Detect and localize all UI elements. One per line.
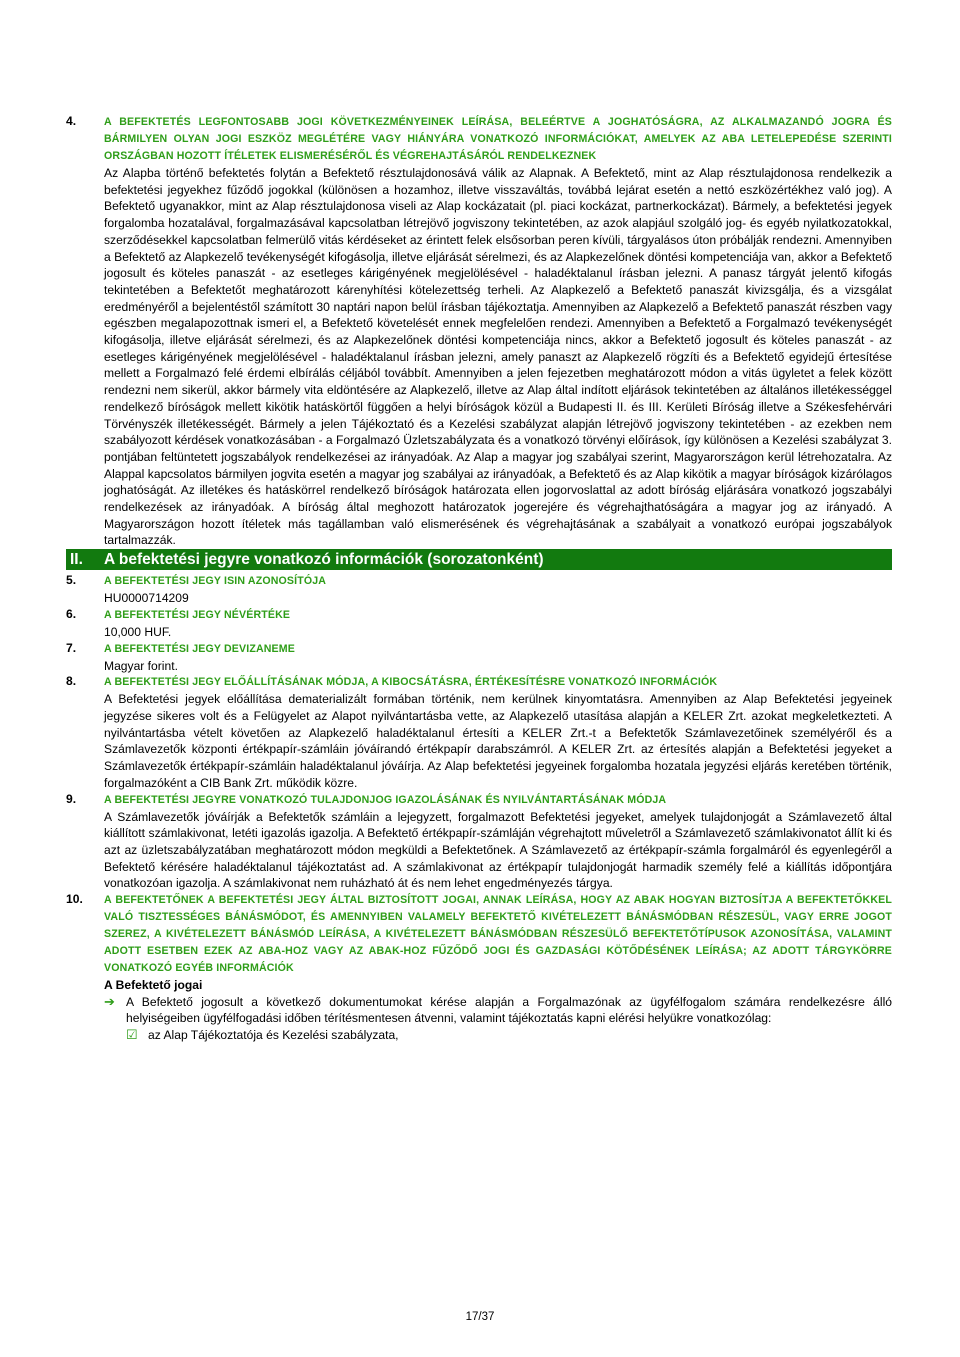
rights-bullet xyxy=(104,994,892,1027)
page-content xyxy=(66,114,892,1044)
item-heading: A BEFEKTETÉS LEGFONTOSABB JOGI KÖVETKEZMÉNYEINEK LEÍRÁSA, BELEÉRTVE A JOGHATÓSÁGRA, AZ ALKALMAZANDÓ JOGRA ÉS BÁRMILYEN OLYAN JOGI ESZKÖZ MEGLÉTÉRE VAGY HIÁNYÁRA VONATKOZÓ INFORMÁCIÓKAT, AMELYEK AZ ABA LETELEPEDÉSE SZERINTI ORSZÁGBAN HOZOTT ÍTÉLETEK ELISMERÉSÉRŐL ÉS VÉGREHAJTÁSÁRÓL RENDELKEZNEK xyxy=(104,116,892,162)
document-check-item xyxy=(104,1027,892,1044)
bullet-text: A Befektető jogosult a következő dokumentumokat kérése alapján a Forgalmazónak az ügyfélfogalom számára rendelkezésre álló helyiségeiben ügyfélfogadási időben térítésmentesen átvenni, valamint tájékoztatás kapni elérési helyükre vonatkozólag: xyxy=(126,994,892,1026)
section-item-7 xyxy=(66,641,892,675)
item-number: 9. xyxy=(66,791,77,806)
arrow-right-icon: ➔ xyxy=(104,993,115,1009)
check-item-text: az Alap Tájékoztatója és Kezelési szabályzata, xyxy=(148,1028,399,1043)
item-heading: A BEFEKTETÉSI JEGY DEVIZANEME xyxy=(104,642,295,655)
item-heading: A BEFEKTETÉSI JEGY ELŐÁLLÍTÁSÁNAK MÓDJA, A KIBOCSÁTÁSRA, ÉRTÉKESÍTÉSRE VONATKOZÓ INFORMÁCIÓK xyxy=(104,676,718,689)
item-value: HU0000714209 xyxy=(104,591,189,606)
item-number: 7. xyxy=(66,640,77,655)
item-heading: A BEFEKTETÉSI JEGYRE VONATKOZÓ TULAJDONJOG IGAZOLÁSÁNAK ÉS NYILVÁNTARTÁSÁNAK MÓDJA xyxy=(104,793,667,806)
item-number: 8. xyxy=(66,674,77,689)
item-number: 6. xyxy=(66,606,77,621)
item-body: A Befektetési jegyek előállítása dematerializált formában történik, nem kerülnek kinyomtatásra. Amennyiben az Alap Befektetési jegyeinek jegyzése sikeres volt és a Felügyelet az Alapot nyilvántartásba vette, az Alapkezelő utasítása alapján a KELER Zrt. azokat megkeletkezteti. A nyilvántartásba vételt követően az Alapkezelő haladéktalanul értesíti a KELER Zrt.-t a Befektetők Számlavezetőinek személyéről és a Számlavezetők központi értékpapír-számláin jóváírandó értékpapír darabszámról. A KELER Zrt. az értesítés alapján a Befektetési jegyeket a Számlavezetők értékpapír-számláin haladéktalanul jóváírja. Az Alap befektetési jegyeinek forgalomba hozatala jegyzési eljárás keretében történik, forgalmazóként a CIB Bank Zrt. működik közre. xyxy=(104,692,892,790)
section-number: II. xyxy=(70,551,83,569)
item-number: 10. xyxy=(66,892,83,907)
item-value: 10,000 HUF. xyxy=(104,624,172,639)
item-heading: A BEFEKTETÉSI JEGY NÉVÉRTÉKE xyxy=(104,608,291,621)
section-banner xyxy=(66,549,892,570)
section-item-5 xyxy=(66,573,892,607)
section-item-10 xyxy=(66,892,892,1044)
item-heading: A BEFEKTETŐNEK A BEFEKTETÉSI JEGY ÁLTAL BIZTOSÍTOTT JOGAI, ANNAK LEÍRÁSA, HOGY AZ ABAK HOGYAN BIZTOSÍTJA A BEFEKTETŐKKEL VALÓ TISZTESSÉGES BÁNÁSMÓDOT, ÉS AMENNYIBEN VALAMELY BEFEKTETŐ KIVÉTELEZETT BÁNÁSMÓDBAN RÉSZESÜL, VAGY ERRE JOGOT SZEREZ, A KIVÉTELEZETT BÁNÁSMÓD LEÍRÁSA, A KIVÉTELEZETT BÁNÁSMÓDBAN RÉSZESÜLŐ BEFEKTETŐTÍPUSOK AZONOSÍTÁSA, VALAMINT ADOTT ESETBEN EZEK AZ ABA-HOZ VAGY AZ ABAK-HOZ FŰZŐDŐ JOGI ÉS GAZDASÁGI KÖTŐDÉSÉNEK LEÍRÁSA; AZ ADOTT TÁRGYKÖRRE VONATKOZÓ EGYÉB INFORMÁCIÓK xyxy=(104,894,892,975)
section-item-4 xyxy=(66,114,892,549)
item-body: A Számlavezetők jóváírják a Befektetők számláin a lejegyzett, forgalmazott Befektetési jegyeket, amelyek tulajdonjogát a Számlavezető által kiállított számlakivonat, letéti igazolás igazolja. A Befektető értékpapír-számláján végrehajtott műveletről a Számlavezető számlakivonatot állít ki és azt az üzletszabályzatában meghatározott módon megküldi a Befektetőnek. A Számlavezető az értékpapír-számla forgalmáról és egyenlegéről a Befektető kérésére haladéktalanul tájékoztatást ad. A számlakivonat az értékpapír tulajdonjogát harmadik személy felé a kiállítás időpontjára vonatkozóan igazolja. A számlakivonat nem ruházható át és nem lehet engedményezés tárgya. xyxy=(104,809,892,891)
section-item-9 xyxy=(66,792,892,893)
item-number: 5. xyxy=(66,573,77,588)
section-item-6 xyxy=(66,607,892,641)
page-number: 17/37 xyxy=(465,1311,495,1323)
item-number: 4. xyxy=(66,114,77,128)
item-body: Az Alapba történő befektetés folytán a Befektető résztulajdonosává válik az Alapnak. A Befektető, mint az Alap résztulajdonosa rendelkezik a befektetési jegyekhez fűződő jogokkal (különösen a hozamhoz, illetve visszaváltás, továbbá lejárat esetén a nettó eszközértékhez való jog). A Befektető ugyanakkor, mint az Alap résztulajdonosa viseli az Alap kockázatait (pl. piaci kockázat, partnerkockázat). Bármely, a befektetési jegyek forgalomba hozatalával, forgalmazásával kapcsolatban létrejövő jogviszony tekintetében, az azok alapjául szolgáló jog- és egyéb nyilatkozatokkal, szerződésekkel kapcsolatban felmerülő vitás kérdéseket az érintett felek elsősorban peren kívüli, tárgyalásos úton próbálják rendezni. Amennyiben a Befektető az Alapkezelő tevékenységét kifogásolja, illetve eljárását sérelmezi, és az Alapkezelőnek döntési kompetenciája van, akkor a Befektető jogosult és köteles panaszát - az esetleges kárigényének megjelölésével - haladéktalanul írásban jelezni. A panasz tárgyát jelentő kifogás tekintetében a Befektetőt meghatározott kárenyhítési kötelezettség terheli. Az Alapkezelő a Befektető panaszát kivizsgálja, és a vizsgálat eredményéről a bejelentéstől számított 30 naptári napon belül írásban tájékoztatja. Amennyiben az Alapkezelő a Befektető panaszát részben vagy egészben megalapozottnak ismeri el, a Befektető követelését ennek megfelelően rendezi. Amennyiben a Befektető a Forgalmazó tevékenységét kifogásolja, illetve eljárását sérelmezi, és az Alapkezelőnek döntési kompetenciája nincs, akkor a Befektető jogosult és köteles panaszát - az esetleges kárigényének megjelölésével - haladéktalanul írásban jelezni, amely panaszt az Alapkezelő rögzíti és a Befektető egyidejű értesítése mellett a Forgalmazó felé érdemi elbírálás céljából továbbít. Amennyiben a jelen fejezetben meghatározott módon a vitás ügyletet a felek között rendezni nem sikerül, akkor bármely vita eldöntésére az Alapkezelő, illetve az Alap által indított eljárások tekintetében az általános illetékességgel rendelkező bíróságok mellett kikötik hatáskörtől függően a helyi bíróságok közül a Budapesti II. és III. Kerületi Bíróság illetve a Székesfehérvári Törvényszék illetékességét. Bármely a jelen Tájékoztató és a Kezelési szabályzat alapján létrejövő jogviszony tekintetében - az ezekben nem szabályozott kérdések vonatkozásában - a Forgalmazó Üzletszabályzata és a vonatkozó törvényi előírások, így különösen a Kezelési szabályzat 3. pontjában feltüntetett jogszabályok rendelkezései az irányadóak. Az Alap a magyar jog szabályai szerint, Magyarországon kerül létrehozatalra. Az Alappal kapcsolatos bármilyen jogvita esetén a magyar jog szabályai az irányadóak, a Befektető és az Alap kikötik a magyar bíróságok kizárólagos joghatóságát. Az illetékes és hatáskörrel rendelkező bíróságok határozata ellen jogorvoslattal az adott bíróság eljárására vonatkozó jogszabályi rendelkezések az irányadóak. A bíróság által meghozott határozatok jogerejére és végrehajthatóságára a magyar jog az irányadó. A Magyarországon hozott ítéletek más tagállamban való elismerésének és végrehajtásának a szabályait a vonatkozó európai jogszabályok tartalmazzák. xyxy=(104,166,892,548)
rights-subheading: A Befektető jogai xyxy=(104,978,203,993)
item-value: Magyar forint. xyxy=(104,658,178,673)
item-heading: A BEFEKTETÉSI JEGY ISIN AZONOSÍTÓJA xyxy=(104,575,327,588)
section-title: A befektetési jegyre vonatkozó információk (sorozatonként) xyxy=(104,551,544,569)
section-item-8 xyxy=(66,674,892,791)
checkbox-icon: ☑ xyxy=(126,1027,138,1043)
